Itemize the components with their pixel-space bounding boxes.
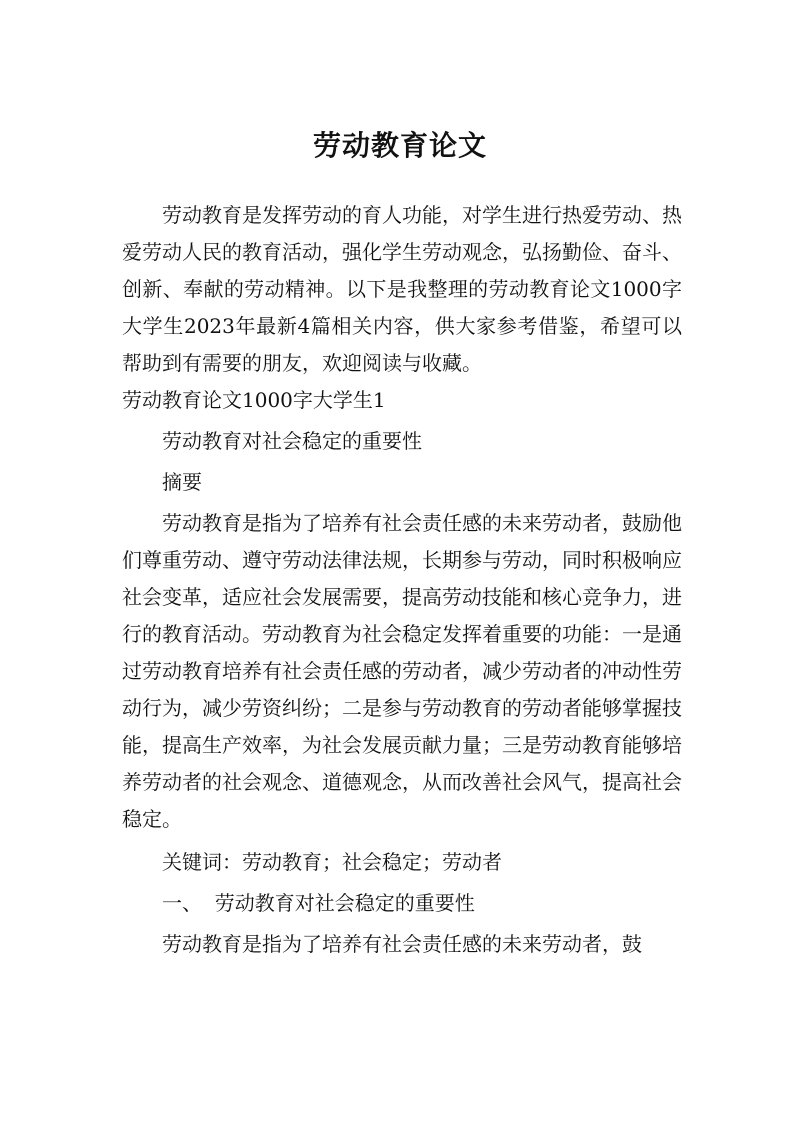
- body-paragraph: 劳动教育是指为了培养有社会责任感的未来劳动者，鼓: [162, 932, 642, 956]
- intro-paragraph: 劳动教育是发挥劳动的育人功能，对学生进行热爱劳动、热爱劳动人民的教育活动，强化学生劳动观念，弘扬勤俭、奋斗、创新、奉献的劳动精神。以下是我整理的劳动教育论文1000字大学生2023年最新4篇相关内容，供大家参考借鉴，希望可以帮助到有需要的朋友，欢迎阅读与收藏。: [122, 203, 682, 375]
- document-body: [122, 197, 682, 963]
- article-title: 劳动教育对社会稳定的重要性: [162, 429, 422, 453]
- document-title: 劳动教育论文: [312, 129, 487, 162]
- subsection-heading: 一、 劳动教育对社会稳定的重要性: [162, 891, 475, 915]
- keywords-line: 关键词：劳动教育；社会稳定；劳动者: [162, 850, 502, 874]
- abstract-label: 摘要: [162, 470, 202, 494]
- section-heading: 劳动教育论文1000字大学生1: [122, 388, 386, 412]
- abstract-paragraph: 劳动教育是指为了培养有社会责任感的未来劳动者，鼓励他们尊重劳动、遵守劳动法律法规，长期参与劳动，同时积极响应社会变革，适应社会发展需要，提高劳动技能和核心竞争力，进行的教育活动。劳动教育为社会稳定发挥着重要的功能：一是通过劳动教育培养有社会责任感的劳动者，减少劳动者的冲动性劳动行为，减少劳资纠纷；二是参与劳动教育的劳动者能够掌握技能，提高生产效率，为社会发展贡献力量；三是劳动教育能够培养劳动者的社会观念、道德观念，从而改善社会风气，提高社会稳定。: [122, 511, 682, 831]
